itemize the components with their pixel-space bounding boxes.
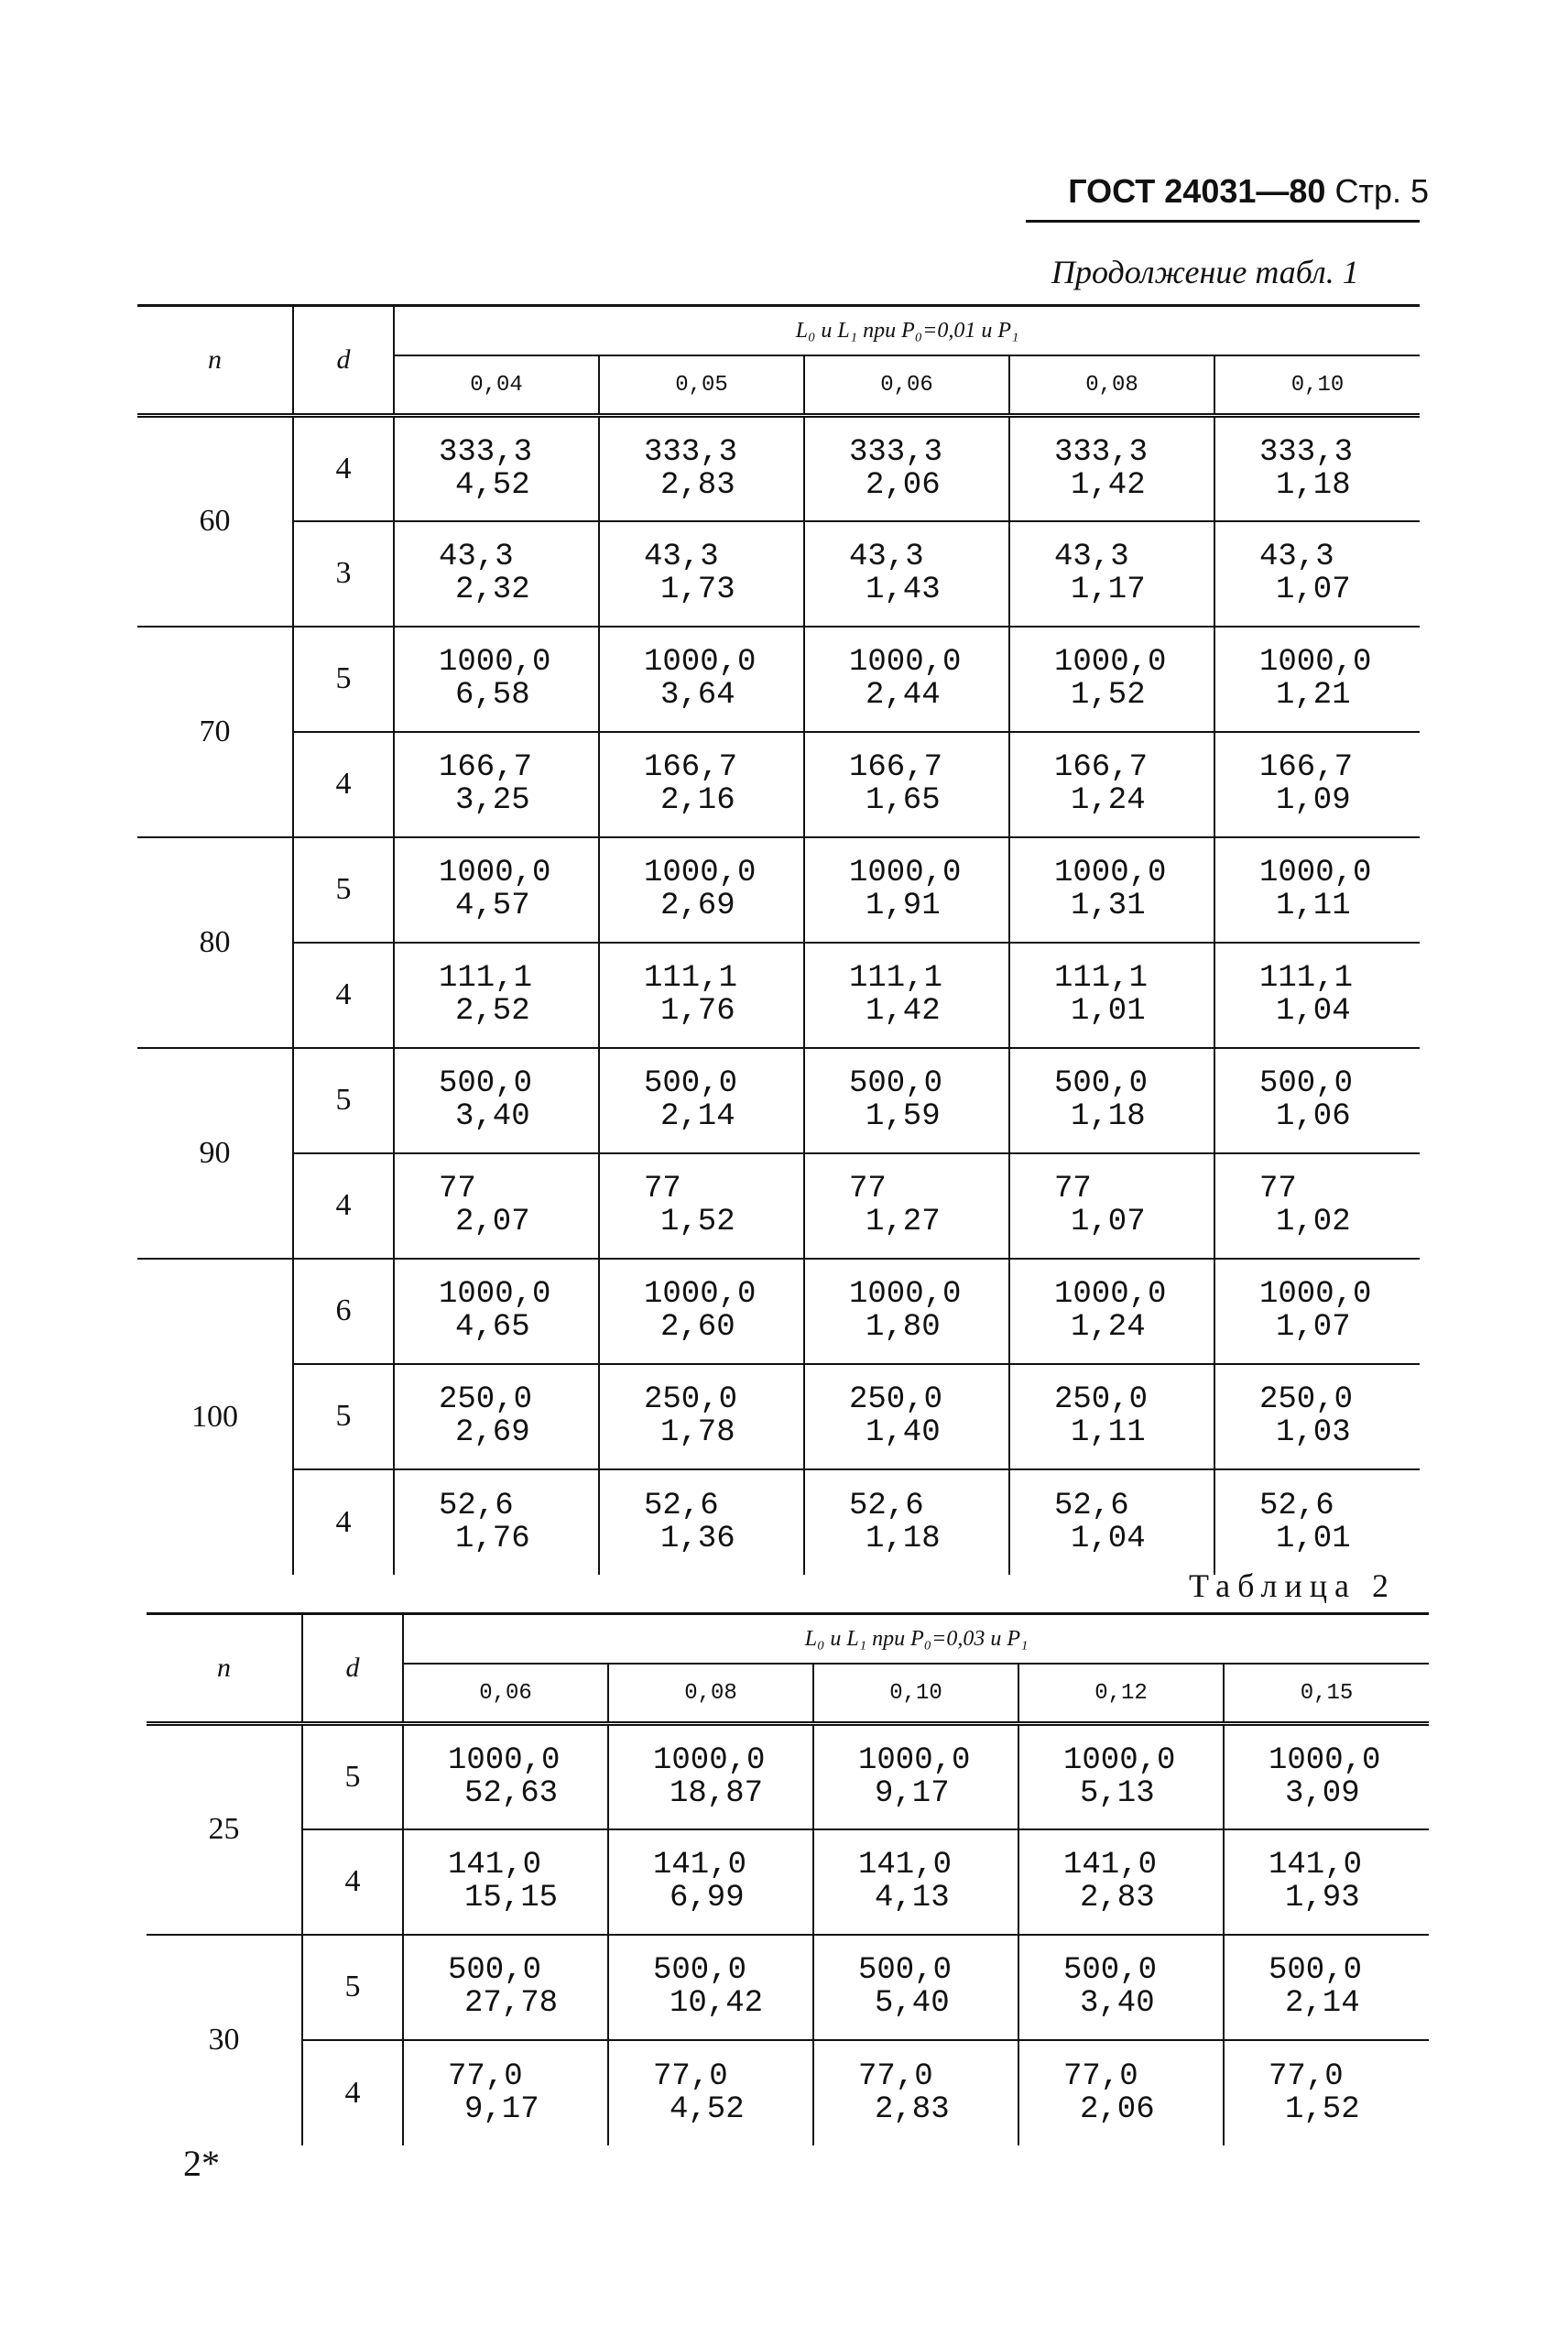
value-cell: [1009, 1153, 1214, 1259]
l0-value: 500,0: [439, 1066, 533, 1101]
d-value: 4: [293, 1469, 394, 1575]
n-value: 90: [137, 1048, 293, 1259]
l0-value: 1000,0: [439, 856, 551, 890]
l1-value: 4,13: [875, 1881, 950, 1916]
value-cell: [1214, 1469, 1420, 1575]
l1-value: 1,18: [1071, 1099, 1146, 1134]
l0-value: 1000,0: [1063, 1742, 1176, 1778]
l0-value: 111,1: [1054, 961, 1149, 996]
d-value: 4: [293, 943, 394, 1048]
value-cell: [804, 1259, 1009, 1364]
value-cell: [1009, 627, 1214, 732]
value-cell: [1009, 1364, 1214, 1469]
l1-value: 18,87: [670, 1775, 764, 1811]
l1-value: 1,09: [1276, 783, 1351, 818]
value-cell: [608, 1829, 813, 1935]
l1-value: 1,42: [1071, 467, 1146, 503]
table-row: [137, 521, 1420, 627]
value-cell: [1214, 416, 1420, 521]
l1-value: 1,40: [866, 1415, 941, 1450]
d-value: 5: [293, 627, 394, 732]
l1-value: 1,73: [660, 573, 735, 607]
l1-value: 2,06: [866, 467, 941, 503]
value-cell: [599, 943, 804, 1048]
l1-value: 1,36: [660, 1521, 735, 1556]
n-value: 70: [137, 627, 293, 837]
l1-value: 2,06: [1080, 2091, 1155, 2127]
table-row: [147, 1724, 1429, 1829]
p1-header-4: 0,08: [1009, 355, 1214, 416]
table-row: [137, 1469, 1420, 1575]
p1-header-5: 0,15: [1224, 1664, 1429, 1724]
value-cell: [1009, 1469, 1214, 1575]
l1-value: 27,78: [464, 1986, 559, 2021]
table2-caption: Таблица 2: [1189, 1567, 1396, 1604]
d-value: 6: [293, 1259, 394, 1364]
value-cell: [804, 1469, 1009, 1575]
value-cell: [599, 837, 804, 943]
value-cell: [394, 1153, 599, 1259]
l1-value: 1,43: [866, 573, 941, 607]
l0-value: 500,0: [1259, 1066, 1354, 1101]
l1-value: 1,07: [1276, 1310, 1351, 1345]
l0-value: 1000,0: [1269, 1742, 1381, 1778]
value-cell: [599, 732, 804, 837]
l0-value: 250,0: [849, 1382, 943, 1417]
l0-value: 250,0: [439, 1382, 533, 1417]
l1-value: 1,18: [866, 1521, 941, 1556]
value-cell: [394, 1259, 599, 1364]
l0-value: 77: [439, 1172, 476, 1206]
l1-value: 2,83: [1080, 1881, 1155, 1916]
l0-value: 166,7: [1054, 750, 1149, 785]
d-value: 5: [293, 1364, 394, 1469]
value-cell: [1224, 2040, 1429, 2145]
l1-value: 1,91: [866, 889, 941, 923]
column-header-d: d: [302, 1614, 403, 1724]
l0-value: 77,0: [448, 2058, 523, 2094]
value-cell: [599, 1153, 804, 1259]
value-cell: [1009, 416, 1214, 521]
l1-value: 3,64: [660, 678, 735, 713]
l0-value: 43,3: [1054, 540, 1129, 574]
d-value: 4: [293, 416, 394, 521]
l1-value: 1,27: [866, 1205, 941, 1239]
l0-value: 500,0: [644, 1066, 738, 1101]
value-cell: [394, 1364, 599, 1469]
l1-value: 6,58: [455, 678, 530, 713]
value-cell: [403, 1724, 608, 1829]
value-cell: [1009, 732, 1214, 837]
value-cell: [1214, 1259, 1420, 1364]
l1-value: 2,16: [660, 783, 735, 818]
l0-value: 111,1: [849, 961, 943, 996]
value-cell: [804, 521, 1009, 627]
l0-value: 77,0: [858, 2058, 933, 2094]
l1-value: 2,14: [1285, 1986, 1360, 2021]
d-value: 4: [293, 1153, 394, 1259]
value-cell: [599, 521, 804, 627]
l1-value: 10,42: [670, 1986, 764, 2021]
value-cell: [394, 1048, 599, 1153]
l1-value: 3,09: [1285, 1775, 1360, 1811]
l1-value: 1,11: [1071, 1415, 1146, 1450]
table-row: [137, 627, 1420, 732]
l1-value: 2,60: [660, 1310, 735, 1345]
l1-value: 3,40: [1080, 1986, 1155, 2021]
l1-value: 1,04: [1276, 994, 1351, 1029]
l1-value: 1,17: [1071, 573, 1146, 607]
value-cell: [1018, 1724, 1224, 1829]
l0-value: 333,3: [439, 434, 533, 470]
value-cell: [599, 1364, 804, 1469]
value-cell: [599, 1469, 804, 1575]
l0-value: 52,6: [439, 1488, 514, 1523]
l1-value: 1,52: [660, 1205, 735, 1239]
l1-value: 1,03: [1276, 1415, 1351, 1450]
l0-value: 333,3: [1054, 434, 1149, 470]
l0-value: 1000,0: [439, 645, 551, 680]
l0-value: 1000,0: [653, 1742, 766, 1778]
l1-value: 1,78: [660, 1415, 735, 1450]
l0-value: 43,3: [1259, 540, 1334, 574]
l0-value: 111,1: [1259, 961, 1354, 996]
l1-value: 1,21: [1276, 678, 1351, 713]
l0-value: 500,0: [858, 1953, 953, 1988]
l1-value: 15,15: [464, 1881, 559, 1916]
l1-value: 1,59: [866, 1099, 941, 1134]
d-value: 3: [293, 521, 394, 627]
l1-value: 2,69: [455, 1415, 530, 1450]
p1-header-5: 0,10: [1214, 355, 1420, 416]
d-value: 5: [293, 1048, 394, 1153]
table-1: [137, 304, 1420, 1575]
l1-value: 4,57: [455, 889, 530, 923]
l0-value: 250,0: [644, 1382, 738, 1417]
l1-value: 3,25: [455, 783, 530, 818]
table-row: [137, 1259, 1420, 1364]
l1-value: 3,40: [455, 1099, 530, 1134]
p1-header-2: 0,05: [599, 355, 804, 416]
table-row: [147, 1935, 1429, 2040]
l1-value: 1,24: [1071, 783, 1146, 818]
l0-value: 43,3: [644, 540, 719, 574]
l0-value: 141,0: [448, 1848, 542, 1883]
table-row: [137, 416, 1420, 521]
value-cell: [394, 732, 599, 837]
p1-header-1: 0,04: [394, 355, 599, 416]
value-cell: [608, 1935, 813, 2040]
l0-value: 166,7: [644, 750, 738, 785]
l0-value: 43,3: [849, 540, 924, 574]
l0-value: 1000,0: [644, 1277, 757, 1312]
p1-header-1: 0,06: [403, 1664, 608, 1724]
table-row: [137, 1364, 1420, 1469]
l1-value: 1,24: [1071, 1310, 1146, 1345]
l1-value: 2,07: [455, 1205, 530, 1239]
value-cell: [804, 1048, 1009, 1153]
l0-value: 500,0: [1063, 1953, 1158, 1988]
l0-value: 166,7: [1259, 750, 1354, 785]
l0-value: 77: [644, 1172, 681, 1206]
l0-value: 1000,0: [1259, 856, 1372, 890]
value-cell: [813, 2040, 1018, 2145]
table-row: [137, 1153, 1420, 1259]
l1-value: 52,63: [464, 1775, 559, 1811]
l1-value: 1,65: [866, 783, 941, 818]
header-rule: [1026, 220, 1420, 223]
group-header: L₀ и L₁ при P₀=0,01 и P₁: [394, 306, 1420, 356]
value-cell: [1214, 837, 1420, 943]
l1-value: 1,04: [1071, 1521, 1146, 1556]
l0-value: 500,0: [1269, 1953, 1363, 1988]
d-value: 4: [302, 2040, 403, 2145]
value-cell: [394, 416, 599, 521]
l0-value: 500,0: [653, 1953, 747, 1988]
value-cell: [599, 627, 804, 732]
l0-value: 111,1: [644, 961, 738, 996]
l0-value: 52,6: [1259, 1488, 1334, 1523]
p1-header-4: 0,12: [1018, 1664, 1224, 1724]
n-value: 100: [191, 1399, 238, 1434]
l1-value: 2,69: [660, 889, 735, 923]
value-cell: [1009, 521, 1214, 627]
table-row: [147, 2040, 1429, 2145]
table-row: [137, 837, 1420, 943]
l1-value: 1,07: [1071, 1205, 1146, 1239]
l1-value: 5,13: [1080, 1775, 1155, 1811]
value-cell: [1018, 1935, 1224, 2040]
l1-value: 1,06: [1276, 1099, 1351, 1134]
n-value: 80: [137, 837, 293, 1048]
l1-value: 4,65: [455, 1310, 530, 1345]
l1-value: 1,01: [1276, 1521, 1351, 1556]
value-cell: [804, 1153, 1009, 1259]
l0-value: 250,0: [1259, 1382, 1354, 1417]
l1-value: 1,18: [1276, 467, 1351, 503]
l0-value: 1000,0: [448, 1742, 561, 1778]
l0-value: 1000,0: [858, 1742, 971, 1778]
l0-value: 77: [849, 1172, 887, 1206]
l0-value: 333,3: [644, 434, 738, 470]
value-cell: [1018, 2040, 1224, 2145]
table1-caption: Продолжение табл. 1: [1051, 254, 1359, 290]
l1-value: 1,52: [1071, 678, 1146, 713]
column-header-n: n: [217, 1653, 231, 1683]
l0-value: 500,0: [849, 1066, 943, 1101]
l0-value: 1000,0: [849, 645, 962, 680]
value-cell: [1214, 521, 1420, 627]
l0-value: 1000,0: [1259, 645, 1372, 680]
n-value: 60: [137, 416, 293, 627]
value-cell: [403, 1829, 608, 1935]
l1-value: 1,01: [1071, 994, 1146, 1029]
l0-value: 111,1: [439, 961, 533, 996]
l1-value: 9,17: [464, 2091, 539, 2127]
value-cell: [1009, 837, 1214, 943]
value-cell: [804, 732, 1009, 837]
d-value: 4: [302, 1829, 403, 1935]
l1-value: 2,44: [866, 678, 941, 713]
l0-value: 1000,0: [644, 645, 757, 680]
l1-value: 1,31: [1071, 889, 1146, 923]
l1-value: 1,42: [866, 994, 941, 1029]
l0-value: 1000,0: [644, 856, 757, 890]
l1-value: 6,99: [670, 1881, 745, 1916]
value-cell: [608, 1724, 813, 1829]
l0-value: 166,7: [439, 750, 533, 785]
value-cell: [394, 1469, 599, 1575]
value-cell: [1224, 1724, 1429, 1829]
value-cell: [599, 416, 804, 521]
l0-value: 77,0: [653, 2058, 728, 2094]
value-cell: [813, 1829, 1018, 1935]
l0-value: 1000,0: [439, 1277, 551, 1312]
l1-value: 2,32: [455, 573, 530, 607]
column-header-n: n: [208, 344, 222, 375]
value-cell: [813, 1935, 1018, 2040]
l1-value: 1,07: [1276, 573, 1351, 607]
page-number: Стр. 5: [1334, 172, 1429, 210]
value-cell: [599, 1259, 804, 1364]
l0-value: 52,6: [644, 1488, 719, 1523]
l0-value: 1000,0: [1054, 645, 1167, 680]
l1-value: 2,14: [660, 1099, 735, 1134]
l0-value: 52,6: [1054, 1488, 1129, 1523]
value-cell: [804, 943, 1009, 1048]
l0-value: 141,0: [1063, 1848, 1158, 1883]
value-cell: [1214, 627, 1420, 732]
l0-value: 77,0: [1269, 2058, 1344, 2094]
l0-value: 43,3: [439, 540, 514, 574]
l0-value: 77,0: [1063, 2058, 1138, 2094]
value-cell: [1214, 732, 1420, 837]
l1-value: 1,80: [866, 1310, 941, 1345]
l0-value: 77: [1054, 1172, 1092, 1206]
value-cell: [804, 837, 1009, 943]
l0-value: 166,7: [849, 750, 943, 785]
l1-value: 5,40: [875, 1986, 950, 2021]
value-cell: [1214, 1364, 1420, 1469]
value-cell: [394, 837, 599, 943]
value-cell: [1009, 1259, 1214, 1364]
value-cell: [1009, 943, 1214, 1048]
l1-value: 1,76: [455, 1521, 530, 1556]
l1-value: 1,02: [1276, 1205, 1351, 1239]
p1-header-2: 0,08: [608, 1664, 813, 1724]
column-header-d: d: [293, 306, 394, 416]
l0-value: 1000,0: [1054, 1277, 1167, 1312]
l1-value: 2,83: [660, 467, 735, 503]
value-cell: [1009, 1048, 1214, 1153]
group-header: L₀ и L₁ при P₀=0,03 и P₁: [403, 1614, 1429, 1665]
value-cell: [804, 627, 1009, 732]
n-value: 30: [208, 2023, 240, 2057]
p1-header-3: 0,10: [813, 1664, 1018, 1724]
d-value: 5: [302, 1935, 403, 2040]
value-cell: [1214, 1153, 1420, 1259]
table-row: [137, 1048, 1420, 1153]
l0-value: 333,3: [849, 434, 943, 470]
l0-value: 500,0: [448, 1953, 542, 1988]
standard-number: ГОСТ 24031—80: [1068, 172, 1326, 210]
table-row: [137, 732, 1420, 837]
page-header: [1017, 172, 1429, 211]
value-cell: [1224, 1829, 1429, 1935]
l1-value: 4,52: [670, 2091, 745, 2127]
value-cell: [1214, 1048, 1420, 1153]
value-cell: [599, 1048, 804, 1153]
value-cell: [403, 1935, 608, 2040]
l0-value: 141,0: [858, 1848, 953, 1883]
value-cell: [813, 1724, 1018, 1829]
l1-value: 4,52: [455, 467, 530, 503]
l1-value: 1,93: [1285, 1881, 1360, 1916]
l0-value: 333,3: [1259, 434, 1354, 470]
value-cell: [394, 943, 599, 1048]
l1-value: 2,83: [875, 2091, 950, 2127]
table-row: [137, 943, 1420, 1048]
value-cell: [1018, 1829, 1224, 1935]
p1-header-3: 0,06: [804, 355, 1009, 416]
d-value: 4: [293, 732, 394, 837]
l0-value: 1000,0: [1259, 1277, 1372, 1312]
value-cell: [1224, 1935, 1429, 2040]
l0-value: 141,0: [1269, 1848, 1363, 1883]
l0-value: 77: [1259, 1172, 1297, 1206]
value-cell: [804, 1364, 1009, 1469]
l0-value: 500,0: [1054, 1066, 1149, 1101]
table-2: [147, 1612, 1429, 2145]
n-value: 25: [147, 1724, 302, 1935]
signature-mark: 2*: [183, 2143, 220, 2184]
value-cell: [394, 521, 599, 627]
l1-value: 9,17: [875, 1775, 950, 1811]
l1-value: 1,52: [1285, 2091, 1360, 2127]
l1-value: 2,52: [455, 994, 530, 1029]
l0-value: 250,0: [1054, 1382, 1149, 1417]
value-cell: [1214, 943, 1420, 1048]
value-cell: [403, 2040, 608, 2145]
d-value: 5: [293, 837, 394, 943]
d-value: 5: [302, 1724, 403, 1829]
value-cell: [804, 416, 1009, 521]
l0-value: 52,6: [849, 1488, 924, 1523]
l0-value: 141,0: [653, 1848, 747, 1883]
l1-value: 1,11: [1276, 889, 1351, 923]
table-row: [147, 1829, 1429, 1935]
value-cell: [608, 2040, 813, 2145]
l0-value: 1000,0: [849, 856, 962, 890]
l0-value: 1000,0: [1054, 856, 1167, 890]
l0-value: 1000,0: [849, 1277, 962, 1312]
value-cell: [394, 627, 599, 732]
l1-value: 1,76: [660, 994, 735, 1029]
